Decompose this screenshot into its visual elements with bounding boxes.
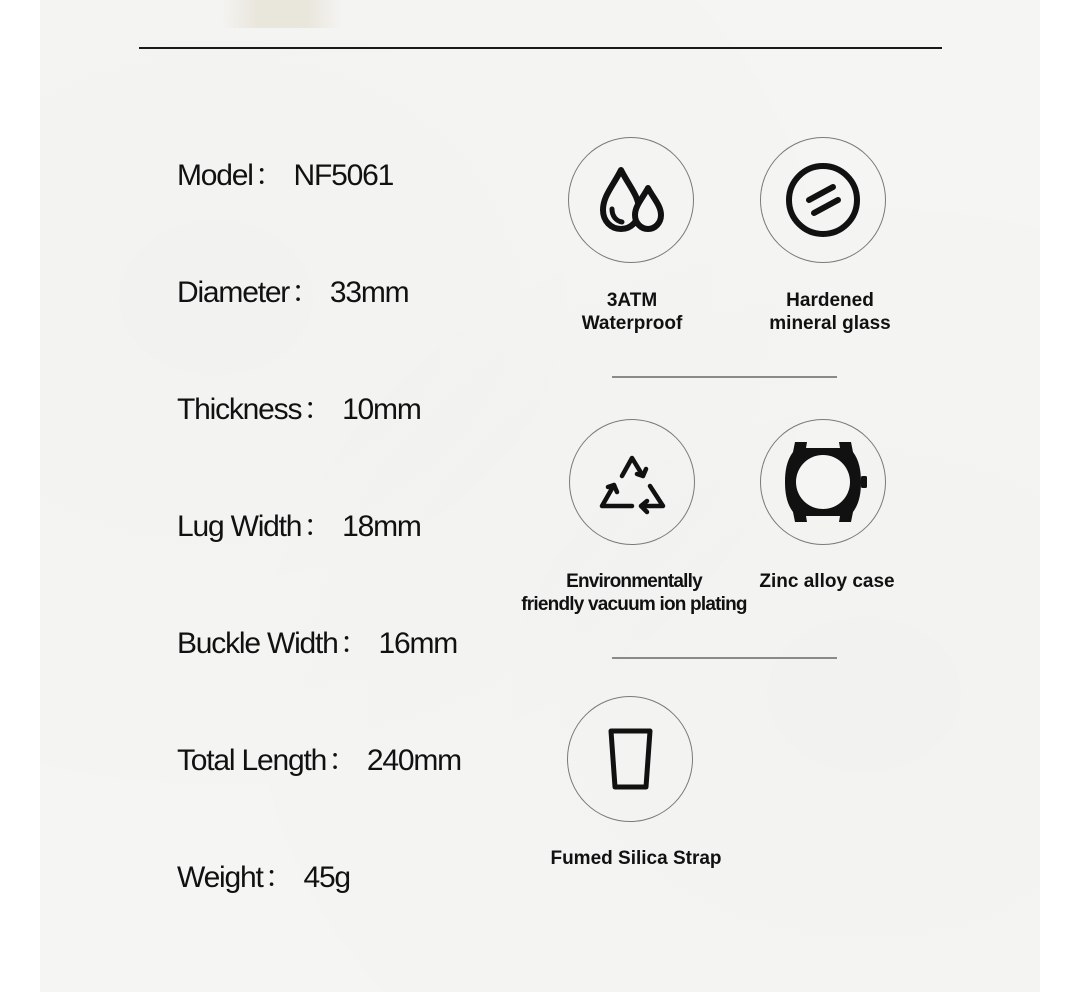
spec-label: Model xyxy=(177,159,253,192)
spec-label: Diameter xyxy=(177,276,290,309)
spec-value: 10mm xyxy=(342,393,421,426)
spec-value: 16mm xyxy=(378,627,458,660)
spec-separator: ： xyxy=(303,393,333,426)
feature-glass-badge xyxy=(760,137,886,263)
spec-separator: ： xyxy=(328,744,357,777)
top-decoration xyxy=(222,0,342,28)
spec-value: 240mm xyxy=(366,744,461,777)
feature-divider xyxy=(612,376,837,378)
left-margin xyxy=(0,0,40,992)
spec-separator: ： xyxy=(339,627,369,660)
spec-label: Buckle Width xyxy=(177,627,338,660)
spec-total-length xyxy=(177,735,461,779)
spec-value: 18mm xyxy=(342,510,421,543)
feature-case-badge xyxy=(760,419,886,545)
feature-ion-plating-caption xyxy=(510,570,758,616)
spec-label: Thickness xyxy=(177,393,302,426)
caption-line: friendly vacuum ion plating xyxy=(521,594,747,615)
spec-weight xyxy=(177,852,350,896)
caption-line: Hardened xyxy=(786,290,874,311)
right-margin xyxy=(1040,0,1080,992)
glass-icon xyxy=(783,160,863,240)
strap-icon xyxy=(590,719,670,799)
top-divider xyxy=(139,47,942,49)
spec-lug-width xyxy=(177,501,421,545)
feature-divider xyxy=(612,657,837,659)
feature-waterproof-badge xyxy=(568,137,694,263)
spec-buckle-width xyxy=(177,618,457,662)
spec-separator: ： xyxy=(303,510,333,543)
spec-separator: ： xyxy=(264,861,294,894)
spec-value: NF5061 xyxy=(293,159,394,192)
spec-separator: ： xyxy=(254,159,284,192)
watch-case-icon xyxy=(773,432,873,532)
feature-recycle-badge xyxy=(569,419,695,545)
recycle-icon xyxy=(592,442,672,522)
spec-value: 33mm xyxy=(329,276,409,309)
feature-strap-badge xyxy=(567,696,693,822)
spec-label: Lug Width xyxy=(177,510,302,543)
caption-line: Fumed Silica Strap xyxy=(550,848,722,869)
caption-line: Environmentally xyxy=(566,571,702,592)
spec-value: 45g xyxy=(303,861,350,894)
spec-model xyxy=(177,150,393,194)
spec-label: Weight xyxy=(177,861,263,894)
water-drops-icon xyxy=(591,160,671,240)
feature-waterproof-caption xyxy=(552,289,712,335)
spec-label: Total Length xyxy=(177,744,327,777)
spec-diameter xyxy=(177,267,408,311)
caption-line: Waterproof xyxy=(581,313,683,334)
caption-line: mineral glass xyxy=(769,313,891,334)
feature-glass-caption xyxy=(740,289,920,335)
caption-line: Zinc alloy case xyxy=(759,571,895,592)
spec-thickness xyxy=(177,384,421,428)
feature-strap-caption xyxy=(530,847,742,870)
caption-line: 3ATM xyxy=(606,290,658,311)
feature-case-caption xyxy=(742,570,912,593)
spec-separator: ： xyxy=(291,276,320,309)
